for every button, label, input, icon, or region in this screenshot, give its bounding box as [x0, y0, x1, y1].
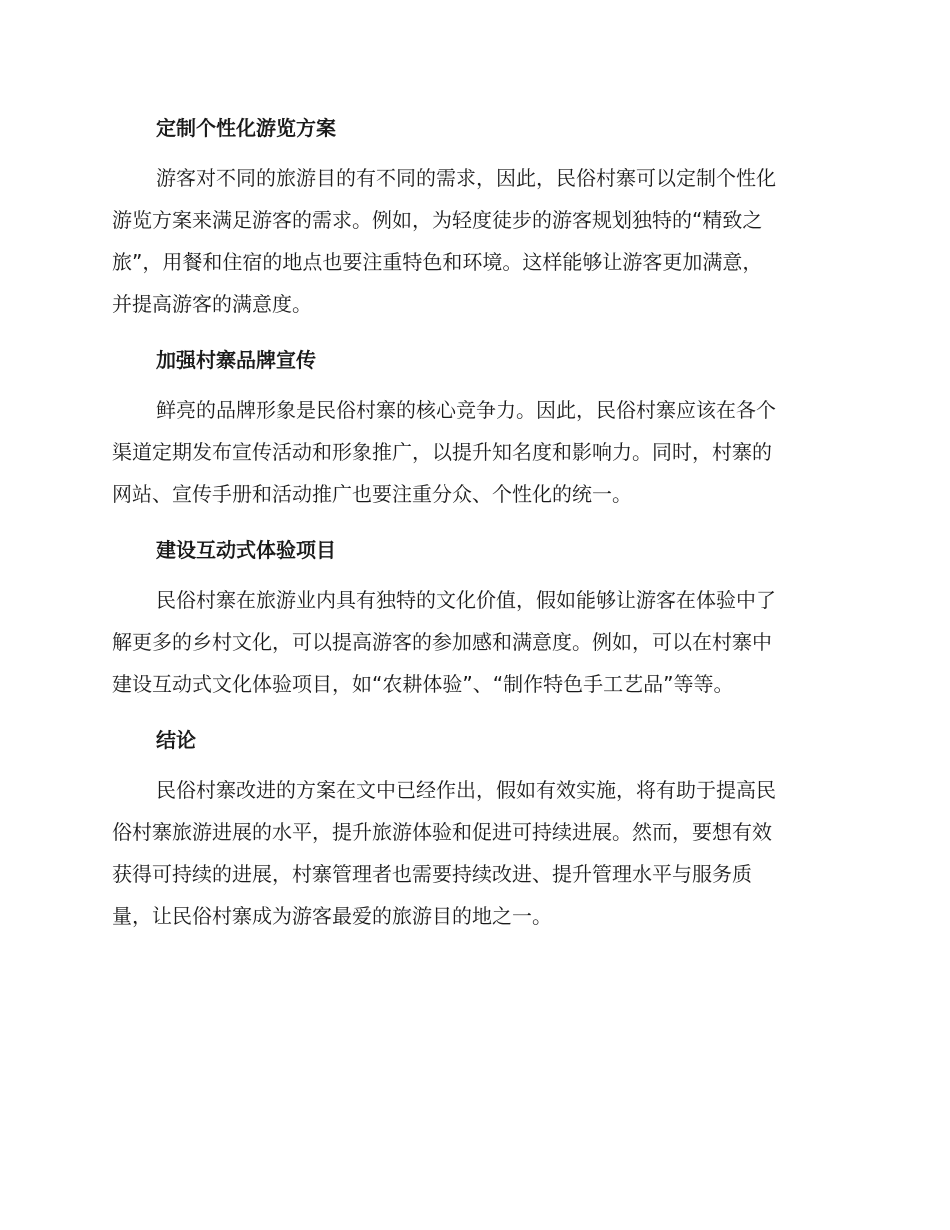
section-heading: 结论: [156, 728, 196, 752]
section-brand-promotion: [112, 340, 842, 515]
paragraph-line: 解更多的乡村文化，可以提高游客的参加感和满意度。例如，可以在村寨中: [112, 630, 772, 654]
paragraph-line: 民俗村寨改进的方案在文中已经作出，假如有效实施，将有助于提高民: [156, 778, 776, 802]
section-conclusion: [112, 720, 842, 937]
paragraph-line: 游览方案来满足游客的需求。例如，为轻度徒步的游客规划独特的“精致之: [112, 208, 763, 232]
section-paragraph: [112, 579, 842, 705]
section-paragraph: [112, 769, 842, 937]
paragraph-line: 网站、宣传手册和活动推广也要注重分众、个性化的统一。: [112, 482, 632, 506]
paragraph-line: 获得可持续的进展，村寨管理者也需要持续改进、提升管理水平与服务质: [112, 862, 752, 886]
paragraph-line: 旅”，用餐和住宿的地点也要注重特色和环境。这样能够让游客更加满意，: [112, 250, 763, 274]
paragraph-line: 并提高游客的满意度。: [112, 292, 312, 316]
paragraph-line: 建设互动式文化体验项目，如“农耕体验”、“制作特色手工艺品”等等。: [112, 672, 734, 696]
section-personalized-tour: [112, 108, 842, 325]
paragraph-line: 渠道定期发布宣传活动和形象推广，以提升知名度和影响力。同时，村寨的: [112, 440, 772, 464]
section-paragraph: [112, 389, 842, 515]
section-paragraph: [112, 157, 842, 325]
paragraph-line: 游客对不同的旅游目的有不同的需求，因此，民俗村寨可以定制个性化: [156, 166, 776, 190]
section-heading: 加强村寨品牌宣传: [156, 348, 316, 372]
section-heading: 定制个性化游览方案: [156, 116, 336, 140]
paragraph-line: 鲜亮的品牌形象是民俗村寨的核心竞争力。因此，民俗村寨应该在各个: [156, 398, 776, 422]
document-page: [112, 108, 842, 952]
section-interactive-experience: [112, 530, 842, 705]
paragraph-line: 民俗村寨在旅游业内具有独特的文化价值，假如能够让游客在体验中了: [156, 588, 776, 612]
paragraph-line: 俗村寨旅游进展的水平，提升旅游体验和促进可持续进展。然而，要想有效: [112, 820, 772, 844]
section-heading: 建设互动式体验项目: [156, 538, 336, 562]
paragraph-line: 量，让民俗村寨成为游客最爱的旅游目的地之一。: [112, 904, 552, 928]
